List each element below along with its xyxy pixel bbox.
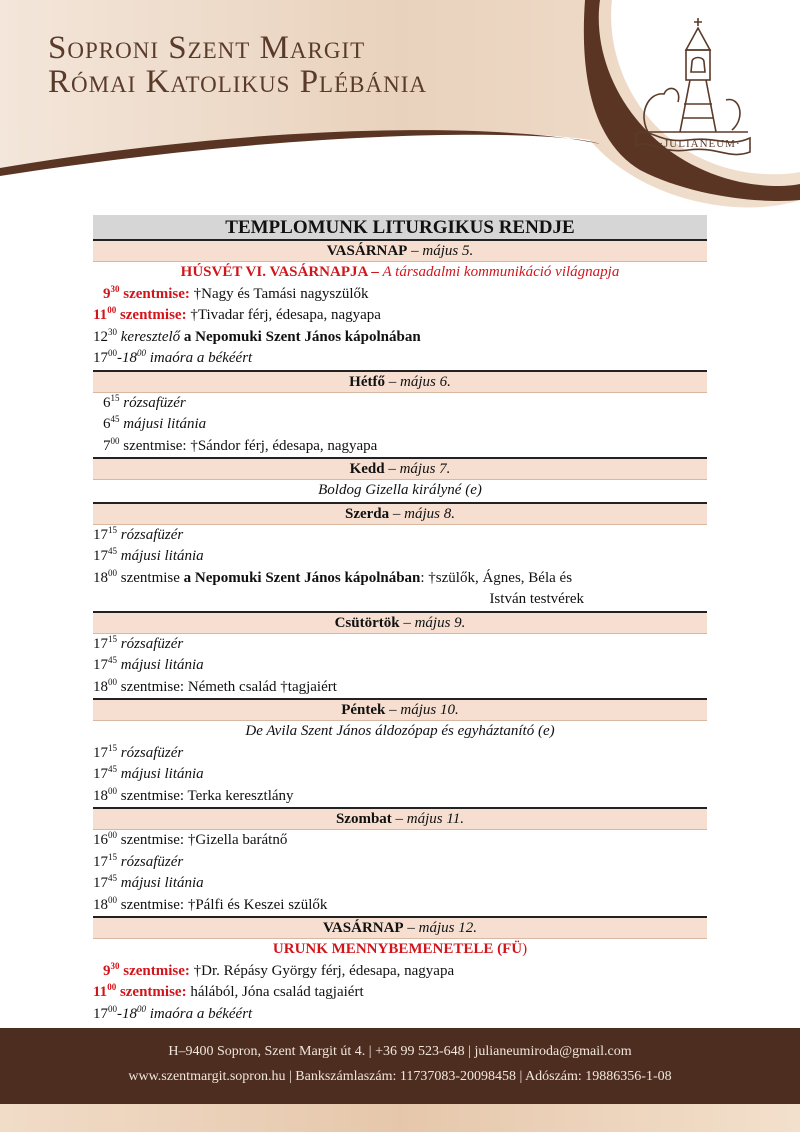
day-name: Kedd bbox=[349, 461, 385, 477]
day-date: május 5. bbox=[422, 243, 474, 259]
mass-row bbox=[93, 568, 707, 590]
mass-intention: †Dr. Répásy György férj, édesapa, nagyapa bbox=[189, 962, 455, 979]
mass-intention: szentmise: †Gizella barátnő bbox=[117, 832, 288, 848]
event-name: rózsafüzér bbox=[117, 853, 184, 870]
event-row bbox=[93, 873, 707, 895]
day-dash: – bbox=[389, 505, 405, 522]
time-hour: 16 bbox=[93, 832, 108, 848]
time-minute: 00 bbox=[108, 567, 117, 578]
day-header-sunday-may12 bbox=[93, 918, 707, 939]
time-minute: 00 bbox=[108, 785, 117, 796]
event-row bbox=[93, 525, 707, 547]
time-hour: 6 bbox=[103, 416, 111, 432]
baptism-row bbox=[93, 327, 707, 349]
mass-row bbox=[93, 830, 707, 852]
day-header-saturday bbox=[93, 809, 707, 830]
event-name: rózsafüzér bbox=[117, 744, 184, 761]
event-row bbox=[93, 655, 707, 677]
event-name: rózsafüzér bbox=[119, 394, 186, 411]
day-name: VASÁRNAP bbox=[323, 920, 404, 936]
time-end-hour: -18 bbox=[117, 350, 137, 366]
event-name: májusi litánia bbox=[119, 416, 207, 432]
feast-line bbox=[93, 939, 707, 961]
day-name: Szombat bbox=[335, 811, 392, 827]
time-minute: 30 bbox=[110, 283, 120, 294]
mass-intention: szentmise: Terka keresztlány bbox=[117, 787, 294, 804]
day-date: május 7. bbox=[399, 461, 451, 477]
time-minute: 00 bbox=[108, 830, 117, 840]
time-minute: 00 bbox=[108, 348, 117, 358]
time-minute: 30 bbox=[108, 326, 117, 337]
time-minute: 00 bbox=[110, 435, 120, 446]
event-name: rózsafüzér bbox=[117, 635, 184, 652]
mass-row bbox=[93, 961, 707, 983]
day-date: május 10. bbox=[400, 702, 459, 718]
feast-line: Boldog Gizella királyné (e) bbox=[318, 482, 482, 498]
day-dash: – bbox=[399, 614, 415, 631]
time-hour: 17 bbox=[93, 657, 108, 673]
event-location: a Nepomuki Szent János kápolnában bbox=[179, 569, 421, 586]
mass-row bbox=[93, 982, 707, 1004]
time-minute: 00 bbox=[108, 1003, 117, 1014]
mass-label: szentmise: bbox=[116, 307, 187, 323]
mass-intention: hálából, Jóna család tagjaiért bbox=[186, 984, 364, 1000]
event-row bbox=[93, 414, 707, 436]
day-dash: – bbox=[384, 373, 400, 390]
event-name: rózsafüzér bbox=[117, 526, 184, 543]
time-minute: 45 bbox=[108, 764, 117, 774]
time-hour: 17 bbox=[93, 1005, 108, 1022]
mass-row bbox=[93, 895, 707, 917]
day-date: május 9. bbox=[414, 614, 466, 631]
time-minute: 00 bbox=[108, 894, 117, 905]
time-minute: 15 bbox=[110, 392, 120, 403]
mass-intention-continued: István testvérek bbox=[489, 591, 584, 607]
event-name: imaóra a békéért bbox=[146, 1005, 253, 1022]
parish-title-line1: Soproni Szent Margit bbox=[48, 30, 366, 66]
time-hour: 9 bbox=[103, 962, 111, 979]
day-header-sunday-may5 bbox=[93, 241, 707, 262]
event-name: keresztelő bbox=[117, 328, 181, 345]
time-end-minute: 00 bbox=[137, 1003, 146, 1014]
day-dash: – bbox=[391, 811, 407, 827]
time-minute: 30 bbox=[110, 960, 120, 971]
feast-line: De Avila Szent János áldozópap és egyháztanító (e) bbox=[245, 723, 555, 739]
event-row bbox=[93, 852, 707, 874]
mass-intention: szentmise: †Pálfi és Keszei szülők bbox=[117, 896, 328, 913]
time-hour: 18 bbox=[93, 896, 108, 913]
time-end-hour: -18 bbox=[117, 1005, 137, 1022]
time-hour: 18 bbox=[93, 678, 108, 695]
time-minute: 45 bbox=[108, 546, 117, 556]
day-name: VASÁRNAP bbox=[326, 243, 408, 259]
day-header-thursday bbox=[93, 613, 707, 634]
event-name: májusi litánia bbox=[117, 766, 204, 782]
time-hour: 17 bbox=[93, 548, 108, 564]
mass-intention: †Tivadar férj, édesapa, nagyapa bbox=[186, 307, 381, 323]
day-dash: – bbox=[384, 461, 400, 477]
day-dash: – bbox=[403, 920, 419, 936]
day-name: Hétfő bbox=[349, 373, 385, 390]
schedule-title: TEMPLOMUNK LITURGIKUS RENDJE bbox=[93, 215, 707, 241]
event-name: imaóra a békéért bbox=[146, 350, 253, 366]
footer-contact: H–9400 Sopron, Szent Margit út 4. | +36 99 523-648 | julianeumiroda@gmail.com bbox=[168, 1044, 632, 1059]
day-date: május 8. bbox=[404, 505, 455, 522]
time-minute: 15 bbox=[108, 633, 117, 644]
time-hour: 17 bbox=[93, 766, 108, 782]
time-hour: 18 bbox=[93, 569, 108, 586]
event-row bbox=[93, 634, 707, 656]
event-row bbox=[93, 393, 707, 415]
day-header-wednesday bbox=[93, 504, 707, 525]
time-hour: 12 bbox=[93, 328, 108, 345]
event-name: májusi litánia bbox=[117, 875, 204, 891]
feast-line bbox=[93, 262, 707, 284]
mass-intention: szentmise: Németh család †tagjaiért bbox=[117, 678, 337, 695]
time-hour: 17 bbox=[93, 350, 108, 366]
time-minute: 15 bbox=[108, 851, 117, 862]
mass-label: szentmise: bbox=[119, 285, 190, 302]
prayer-row bbox=[93, 1004, 707, 1026]
time-minute: 00 bbox=[108, 676, 117, 687]
feast-title: URUNK MENNYBEMENETELE (FÜ bbox=[272, 941, 523, 957]
time-minute: 45 bbox=[110, 414, 120, 424]
mass-row bbox=[93, 436, 707, 458]
mass-row bbox=[93, 284, 707, 306]
day-name: Szerda bbox=[344, 505, 390, 522]
time-minute: 00 bbox=[107, 305, 117, 315]
time-minute: 15 bbox=[108, 524, 117, 535]
time-minute: 45 bbox=[108, 873, 117, 883]
day-header-friday bbox=[93, 700, 707, 721]
time-minute: 15 bbox=[108, 742, 117, 753]
day-dash: – bbox=[385, 702, 401, 718]
day-date: május 11. bbox=[406, 811, 465, 827]
mass-row bbox=[93, 677, 707, 699]
time-hour: 17 bbox=[93, 875, 108, 891]
footer bbox=[0, 1028, 800, 1104]
time-hour: 11 bbox=[93, 984, 108, 1000]
mass-label: szentmise: bbox=[116, 984, 187, 1000]
event-name: májusi litánia bbox=[117, 548, 204, 564]
feast-subtitle: A társadalmi kommunikáció világnapja bbox=[382, 264, 620, 280]
feast-title-close: ) bbox=[522, 941, 528, 957]
parish-title-line2: Római Katolikus Plébánia bbox=[48, 64, 427, 100]
time-hour: 17 bbox=[93, 526, 108, 543]
day-name: Péntek bbox=[341, 702, 386, 718]
day-header-tuesday bbox=[93, 459, 707, 480]
mass-label: szentmise: bbox=[119, 962, 190, 979]
mass-row bbox=[93, 786, 707, 808]
time-hour: 17 bbox=[93, 635, 108, 652]
mass-label: szentmise bbox=[117, 569, 180, 586]
mass-row bbox=[93, 305, 707, 327]
footer-web-bank: www.szentmargit.sopron.hu | Bankszámlaszám: 11737083-20098458 | Adószám: 19886356-1-08 bbox=[128, 1069, 672, 1084]
time-hour: 9 bbox=[103, 285, 111, 302]
prayer-row bbox=[93, 348, 707, 370]
event-row bbox=[93, 546, 707, 568]
event-row bbox=[93, 764, 707, 786]
time-hour: 18 bbox=[93, 787, 108, 804]
day-name: Csütörtök bbox=[334, 614, 400, 631]
event-name: májusi litánia bbox=[117, 657, 204, 673]
mass-intention: szentmise: †Sándor férj, édesapa, nagyapa bbox=[119, 437, 378, 454]
time-hour: 17 bbox=[93, 853, 108, 870]
day-date: május 6. bbox=[399, 373, 451, 390]
time-hour: 17 bbox=[93, 744, 108, 761]
day-header-monday bbox=[93, 372, 707, 393]
event-row bbox=[93, 743, 707, 765]
time-hour: 7 bbox=[103, 437, 111, 454]
day-dash: – bbox=[407, 243, 423, 259]
feast-title: HÚSVÉT VI. VASÁRNAPJA – bbox=[180, 264, 383, 280]
mass-intention: : †szülők, Ágnes, Béla és bbox=[420, 569, 573, 586]
time-hour: 6 bbox=[103, 394, 111, 411]
footer-strip bbox=[0, 1104, 800, 1132]
time-minute: 00 bbox=[107, 982, 117, 992]
logo-label: ·JULIANEUM· bbox=[659, 138, 741, 150]
liturgy-schedule bbox=[93, 215, 707, 1025]
time-end-minute: 00 bbox=[137, 348, 146, 358]
time-hour: 11 bbox=[93, 307, 108, 323]
event-location: a Nepomuki Szent János kápolnában bbox=[180, 328, 421, 345]
day-date: május 12. bbox=[418, 920, 477, 936]
mass-intention: †Nagy és Tamási nagyszülők bbox=[189, 285, 369, 302]
time-minute: 45 bbox=[108, 655, 117, 665]
